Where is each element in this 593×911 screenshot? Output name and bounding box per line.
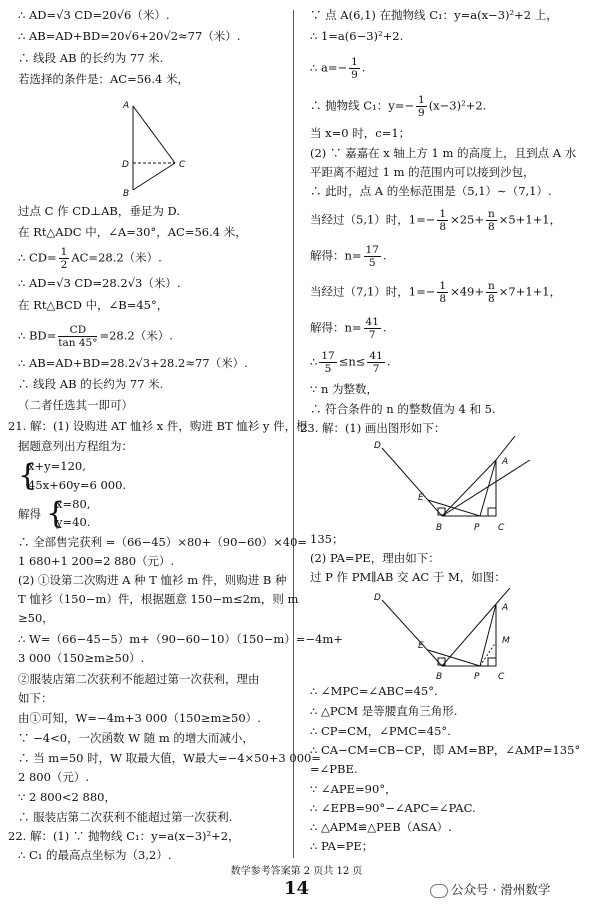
page-footer: 数学参考答案第 2 页共 12 页 xyxy=(230,866,363,877)
wechat-icon xyxy=(430,884,448,898)
text-line: 若选择的条件是：AC=56.4 米， xyxy=(18,72,189,86)
text-line: 平距离不超过 1 m 的范围内可以接到沙包， xyxy=(310,165,535,179)
label-d: D xyxy=(374,441,381,451)
label-c: C xyxy=(498,523,505,533)
fraction: $\frac{17}{5}$ xyxy=(321,350,335,375)
text-line: ∴ C₁ 的最高点坐标为（3,2）. xyxy=(18,848,172,862)
fraction: $\frac{n}{8}$ xyxy=(487,208,495,233)
text-line: 由①可知，W=−4m+3 000（150≥m≥50）. xyxy=(18,711,261,725)
text-line: 2 800（元）. xyxy=(18,770,90,784)
fraction: $\frac{1}{9}$ xyxy=(351,56,358,81)
text-line: ∴ ∠MPC=∠ABC=45°. xyxy=(310,684,438,698)
text-line: （二者任选其一即可） xyxy=(18,398,133,412)
text-line: y=40. xyxy=(56,515,91,529)
fraction: $\frac{CD}{\tan 45^\circ}$ xyxy=(58,324,98,349)
text-line: (2) ①设第二次购进 A 种 T 恤衫 m 件，则购进 B 种 xyxy=(18,573,287,587)
text-line: ∴ 服装店第二次获利不能超过第一次获利. xyxy=(18,810,233,824)
label-e: E xyxy=(418,641,424,651)
label-m: M xyxy=(502,636,510,646)
text-line: 当 x=0 时，c=1； xyxy=(310,126,411,140)
text-line: ∴ 抛物线 C₁：y=− $\frac{1}{9}$ (x−3)²+2. xyxy=(310,94,487,119)
fraction: $\frac{41}{7}$ xyxy=(365,316,379,341)
text-line: ∴ 1=a(6−3)²+2. xyxy=(310,29,404,43)
text-line: ∴ 线段 AB 的长约为 77 米. xyxy=(18,377,164,391)
text-line: ∵ 点 A(6,1) 在抛物线 C₁：y=a(x−3)²+2 上， xyxy=(310,8,558,22)
label-e: E xyxy=(418,493,424,503)
text-line: 当经过（5,1）时，1=− $\frac{1}{8}$ ×25+ $\frac{n}{8}$ ×5+1+1， xyxy=(310,208,562,233)
text-line: ∵ n 为整数， xyxy=(310,382,379,396)
text-line: T 恤衫（150−m）件，根据题意 150−m≤2m，则 m xyxy=(18,592,299,606)
text-line: ∴ ∠EPB=90°−∠APC=∠PAC. xyxy=(310,801,476,815)
brace: { xyxy=(18,458,38,493)
fraction: $\frac{1}{8}$ xyxy=(439,208,447,233)
label-c: C xyxy=(179,160,186,170)
text-line: x=80, xyxy=(56,497,91,511)
text-line: ∴ 当 m=50 时，W 取最大值，W最大=−4×50+3 000= xyxy=(18,751,321,765)
text-line: ∴ AD=√3 CD=28.2√3（米）. xyxy=(18,276,181,290)
label-p: P xyxy=(474,523,480,533)
text-line: ∴ $\frac{17}{5}$ ≤n≤ $\frac{41}{7}$ . xyxy=(310,350,391,375)
text-line: 21. 解：(1) 设购进 AT 恤衫 x 件，购进 BT 恤衫 y 件，根 xyxy=(8,419,308,433)
label-d: D xyxy=(374,593,381,603)
text-line: ∴ AD=√3 CD=20√6（米）. xyxy=(18,8,170,22)
fraction: $\frac{1}{9}$ xyxy=(418,94,425,119)
fraction: $\frac{n}{8}$ xyxy=(487,280,495,305)
text-line: 解得：n= $\frac{17}{5}$ . xyxy=(310,244,387,269)
text-line: 22. 解：(1) ∵ 抛物线 C₁：y=a(x−3)²+2， xyxy=(8,829,240,843)
fraction: $\frac{17}{5}$ xyxy=(365,244,379,269)
column-divider xyxy=(293,10,294,858)
fraction: $\frac{1}{8}$ xyxy=(439,280,447,305)
text-line: ∴ CA−CM=CB−CP，即 AM=BP，∠AMP=135° xyxy=(310,743,581,757)
text-line: 135； xyxy=(310,532,344,546)
geometry-figure-1 xyxy=(370,436,570,536)
text-line: 45x+60y=6 000. xyxy=(28,478,127,492)
text-line: 过点 C 作 CD⊥AB，垂足为 D. xyxy=(18,204,180,218)
text-line: ∴ PA=PE； xyxy=(310,839,374,853)
text-line: ∴ W=（66−45−5）m+（90−60−10）（150−m）=−4m+ xyxy=(18,632,343,646)
label-a: A xyxy=(502,457,509,467)
text-line: 解得 xyxy=(18,507,41,521)
text-line: 当经过（7,1）时，1=− $\frac{1}{8}$ ×49+ $\frac{n}{8}$ ×7+1+1， xyxy=(310,280,562,305)
text-line: ∴ 此时，点 A 的坐标范围是（5,1）∼（7,1）. xyxy=(310,184,552,198)
text-line: ∵ ∠APE=90°， xyxy=(310,782,397,796)
text-line: ∴ △APM≌△PEB（ASA）. xyxy=(310,820,452,834)
text-line: ∵ −4<0，一次函数 W 随 m 的增大而减小， xyxy=(18,731,254,745)
text-line: =∠PBE. xyxy=(310,762,358,776)
label-b: B xyxy=(436,523,443,533)
text-line: ≥50， xyxy=(18,611,54,625)
text-line: ∴ AB=AD+BD=28.2√3+28.2≈77（米）. xyxy=(18,356,248,370)
label-b: B xyxy=(436,672,443,680)
label-p: P xyxy=(474,672,480,680)
fraction: $\frac{41}{7}$ xyxy=(369,350,383,375)
fraction: $\frac{1}{2}$ xyxy=(60,246,68,271)
brace: { xyxy=(46,496,66,531)
watermark: 公众号 · 滑州数学 xyxy=(430,880,550,898)
text-line: 在 Rt△BCD 中，∠B=45°， xyxy=(18,298,169,312)
text-line: ∵ 2 800<2 880， xyxy=(18,790,116,804)
text-line: ∴ 符合条件的 n 的整数值为 4 和 5. xyxy=(310,402,496,416)
text-line: ∴ 线段 AB 的长约为 77 米. xyxy=(18,51,164,65)
text-line: ∴ △PCM 是等腰直角三角形. xyxy=(310,704,458,718)
text-line: 如下： xyxy=(18,691,53,705)
geometry-figure-2 xyxy=(370,588,570,680)
triangle-figure xyxy=(113,92,203,200)
text-line: 过 P 作 PM∥AB 交 AC 于 M，如图： xyxy=(310,570,506,584)
page-number: 14 xyxy=(283,878,310,899)
label-c: C xyxy=(498,672,505,680)
label-b: B xyxy=(123,189,130,199)
label-a: A xyxy=(502,603,509,613)
text-line: 1 680+1 200=2 880（元）. xyxy=(18,554,175,568)
text-line: ∴ a=− $\frac{1}{9}$ . xyxy=(310,56,366,81)
text-line: 在 Rt△ADC 中，∠A=30°，AC=56.4 米， xyxy=(18,225,247,239)
text-line: x+y=120, xyxy=(28,459,86,473)
text-line: ∴ 全部售完获利 =（66−45）×80+（90−60）×40= xyxy=(18,535,308,549)
text-line: 解得：n= $\frac{41}{7}$ . xyxy=(310,316,387,341)
text-line: ∴ CD= $\frac{1}{2}$ AC=28.2（米）. xyxy=(18,246,162,271)
text-line: ∴ CP=CM，∠PMC=45°. xyxy=(310,724,451,738)
text-line: 23. 解：(1) 画出图形如下： xyxy=(300,421,446,435)
text-line: ②服装店第二次获利不能超过第一次获利，理由 xyxy=(18,672,260,686)
label-a: A xyxy=(123,101,130,111)
text-line: 3 000（150≥m≥50）. xyxy=(18,651,145,665)
text-line: ∴ AB=AD+BD=20√6+20√2≈77（米）. xyxy=(18,29,241,43)
text-line: (2) ∵ 嘉嘉在 x 轴上方 1 m 的高度上，且到点 A 水 xyxy=(310,146,577,160)
label-d: D xyxy=(122,160,129,170)
text-line: ∴ BD= $\frac{CD}{\tan 45^\circ}$ =28.2（米）. xyxy=(18,324,173,349)
text-line: 据题意列出方程组为： xyxy=(18,439,133,453)
text-line: (2) PA=PE，理由如下： xyxy=(310,551,440,565)
